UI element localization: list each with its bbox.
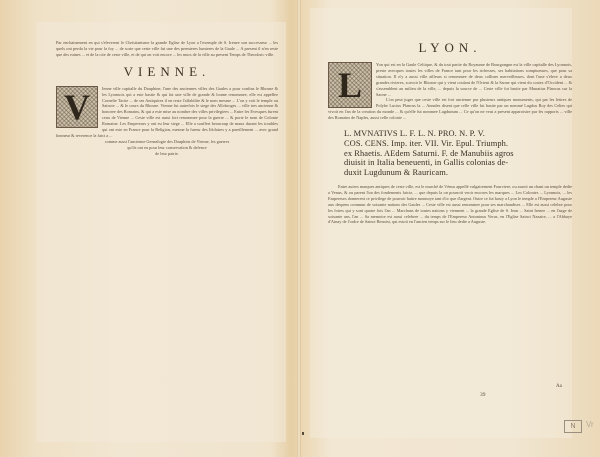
signature-mark: Aa: [556, 384, 562, 389]
book-gutter: [297, 0, 301, 457]
vienne-tail-line-2: qu'ils ont eu pour leur conservation & defence: [127, 144, 207, 150]
right-page: [328, 40, 572, 225]
collection-stamp: N: [564, 420, 582, 433]
page-number: 39: [480, 392, 486, 398]
lyon-third-paragraph: Entre autres marques antiques de ceste ville, est le marché de Vénus appellé vulgairement Fourviere, ou auroit un chant un temple dedie a Venus, & ou parent l'un des fondements faictz, ... que depuis la on pourroit veoir encores les marques ... Les Colonies ... Lyonnois, ... les Empereurs donnerent ce privilege de pouvoir battre monnoye tant d'or que d'argent. Outre ce fut basty a Lyon le temple a l'Empereur Auguste aux despens commun de soixante nations des Gaules ... Ceste ville est aussi renommee pour ses marchandises ... Elle est aussi celebre pour les foires qui y sont quatre fois l'an ... Marchans de toutes nations y viennent ... la grande Eglise de S. Iean ... Saint Irenee ... en l'aage de soixante ans, l'an ... Sa memoire est aussi celebree ... du temps de l'Empereur Antoninus Verus, en l'Eglise Sainct Nazaire, ... a l'Abbaye d'Ainay de l'ordre de Sainct Benoist, qui estoit en l'ancien temps sur le lieu dedie a Auguste.: [328, 184, 572, 225]
vienne-main-paragraph: Ienne ville capitalle du Dauphine, l'une des anciennes villes des Gaules a pour confins le Rhosne & les Lyonnois qui a este bastie & qui fut une ville de grande & bonne renommee, elle est appellee Cornelie Tacite ... de ses Antiquitez il en reste l'affabilite & le nom mesme ... L'on y voit le temple ou Saincte ... & le cours du Rhosne. Vienne fut autrefois le siege des Allobroges ... ville tres ancienne & honoree des Romains, & qui a este mise au nombre des villes privilegiees ... Entre les Evesques furent ceux de Vienne ... Ceste ville est aussi fort renommee pour la guerre ... & porte le nom de Colonie Romaine. Les Empereurs y ont eu leur siege ... Elle a souffert beaucoup de maux durant les troubles qui ont este en France pour la Religion, mesme la fureur des Idolatres y a pareillement ... avec grand honneur & reverence la faict a ...: [56, 85, 278, 138]
lyon-main-paragraph: Yon qui est en la Gaule Celtique, & du tout partie du Royaume de Bourgongne est la ville capitalle des Lyonnois, preste avecques toutes les villes de France tant pour les richesses, ses habitations somptueuses, que pour sa situation. Il n'y a aussi ville ailleurs si renommee de deux collines merveilleuses, dont l'une s'eleve a deux grandes rivieres, scavoir le Rhosne qui y vient coulant de l'Orient & la Saone qui vient du costez d'Occident ... & s'assemblent au milieu de la ville, ... depuis la source de ... Ceste ville fut bastie par Munatius Plancus sur la Saone ...: [376, 62, 572, 97]
left-intro-paragraph: Par enchainement en qui s'eleverent le Christianisme la grande Eglise de Lyon a l'exemple de S. Irenee son successeur ... les quels ont perdu la vie pour la foy ... de sorte que ceste ville fut une des premieres lumieres de la Gaule ... A present il n'en reste que des ruines ... et de la cite de ceste ville, et de qui on voit encore ... les murs de la ville au present Temps de Theodoric ville.: [56, 40, 278, 57]
inscription-line-4: diuisit in Italia beneuenti, in Gallis colonias de-: [344, 158, 509, 168]
initial-letter-v: V: [64, 86, 90, 127]
inscription-line-3: ex Rhaetis. AEdem Saturni. F. de Manubiis agros: [344, 148, 514, 158]
inscription-line-5: duxit Lugdunum & Rauricam.: [344, 168, 449, 178]
vienne-heading: VIENNE.: [123, 63, 211, 79]
binding-mark: [302, 432, 304, 435]
vienne-tail-line-1: comme aussi l'ancienne Genealogie des Dauphins de Vienne, les guerres: [104, 138, 230, 144]
lyon-second-paragraph: L'on peut juger que ceste ville est fort ancienne par plusieurs antiques monuments, qui par les lettres de Polybe Lucius Plancus la ... Annales disent que celle ville fut bastie par un nommé Lugdus Roy des Celtes qui vivoit en l'an de la creation du monde ... & qu'elle fut nommee Lugdunum ... Ce qu'on ne veut a present apparoistre par les rapports ... ville des Romains de Naples, aussi celle colonie ...: [328, 97, 572, 121]
inscription-line-1: L. MVNATIVS L. F. L. N. PRO. N. P. V.: [344, 129, 485, 139]
woodcut-initial-v: [56, 86, 98, 128]
woodcut-initial-l: [328, 62, 372, 108]
inscription-line-2: COS. CENS. Imp. iter. VII. Vir. Epul. Triumph.: [344, 138, 509, 148]
vienne-tail-line-3: de leur patrie.: [155, 150, 179, 156]
left-page: [56, 40, 278, 157]
lyon-heading: LYON.: [418, 40, 482, 55]
latin-inscription: [344, 129, 572, 178]
pencil-note: Vr: [586, 420, 594, 429]
initial-letter-l: L: [337, 65, 362, 105]
